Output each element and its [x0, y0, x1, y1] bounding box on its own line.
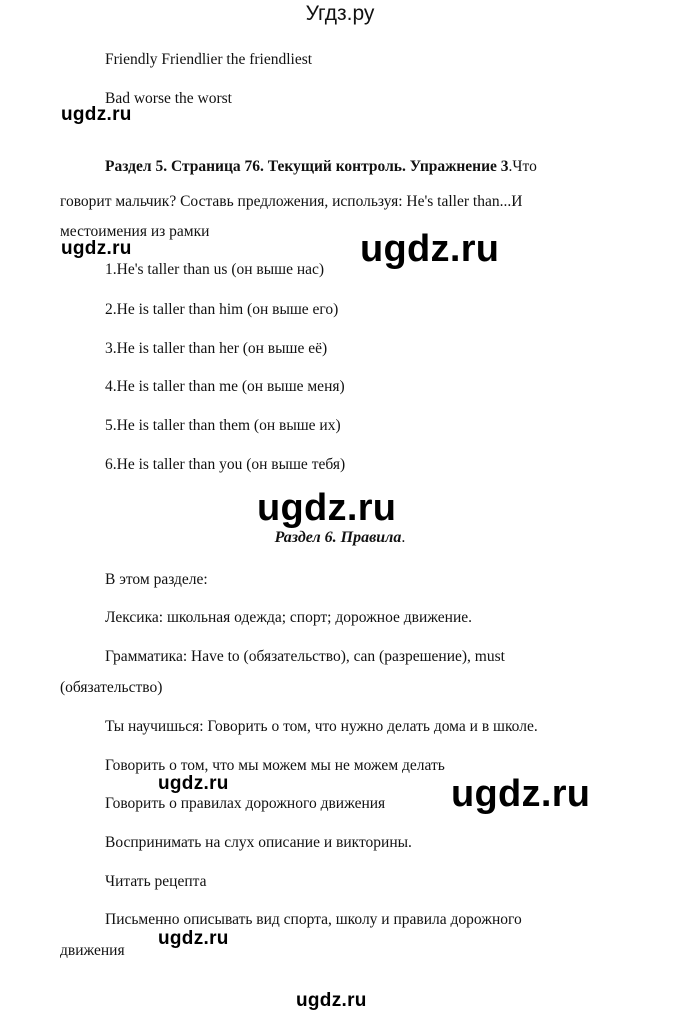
answer-2: 2.He is taller than him (он выше его) — [105, 301, 339, 318]
exercise-heading-rest: .Что — [508, 158, 537, 175]
section6-line-6: Говорить о том, что мы можем мы не можем делать — [105, 757, 445, 774]
watermark: ugdz.ru — [296, 990, 367, 1011]
section6-title-text: Раздел 6. Правила — [274, 529, 402, 546]
answer-4: 4.He is taller than me (он выше меня) — [105, 378, 345, 395]
section6-line-4: (обязательство) — [60, 679, 163, 696]
section6-line-8: Воспринимать на слух описание и викторины. — [105, 834, 412, 851]
section6-line-9: Читать рецепта — [105, 873, 207, 890]
exercise-heading-bold: Раздел 5. Страница 76. Текущий контроль. Упражнение 3 — [105, 158, 509, 175]
site-title: Угдз.ру — [305, 2, 375, 25]
watermark: ugdz.ru — [158, 928, 229, 949]
section6-line-10: Письменно описывать вид спорта, школу и правила дорожного — [105, 911, 522, 928]
section6-line-7: Говорить о правилах дорожного движения — [105, 795, 386, 812]
answer-3: 3.He is taller than her (он выше её) — [105, 340, 328, 357]
section6-line-2: Лексика: школьная одежда; спорт; дорожное движение. — [105, 609, 472, 626]
watermark: ugdz.ru — [158, 773, 229, 794]
watermark: ugdz.ru — [451, 773, 591, 815]
section6-line-3: Грамматика: Have to (обязательство), can (разрешение), must — [105, 648, 505, 665]
section6-title — [0, 529, 680, 547]
exercise-task-line2: говорит мальчик? Составь предложения, используя: He's taller than...И — [60, 193, 523, 210]
degrees-friendly: Friendly Friendlier the friendliest — [105, 51, 313, 68]
watermark: ugdz.ru — [360, 228, 500, 270]
exercise-heading — [105, 158, 537, 176]
exercise-task-line3: местоимения из рамки — [60, 223, 210, 240]
section6-title-period: . — [401, 529, 406, 546]
watermark: ugdz.ru — [61, 238, 132, 259]
answer-6: 6.He is taller than you (он выше тебя) — [105, 456, 346, 473]
answer-1: 1.He's taller than us (он выше нас) — [105, 261, 325, 278]
answer-5: 5.He is taller than them (он выше их) — [105, 417, 341, 434]
watermark: ugdz.ru — [257, 487, 397, 529]
section6-line-11: движения — [60, 942, 125, 959]
section6-line-1: В этом разделе: — [105, 571, 208, 588]
section6-line-5: Ты научишься: Говорить о том, что нужно делать дома и в школе. — [105, 718, 538, 735]
degrees-bad: Bad worse the worst — [105, 90, 232, 107]
watermark: ugdz.ru — [61, 104, 132, 125]
